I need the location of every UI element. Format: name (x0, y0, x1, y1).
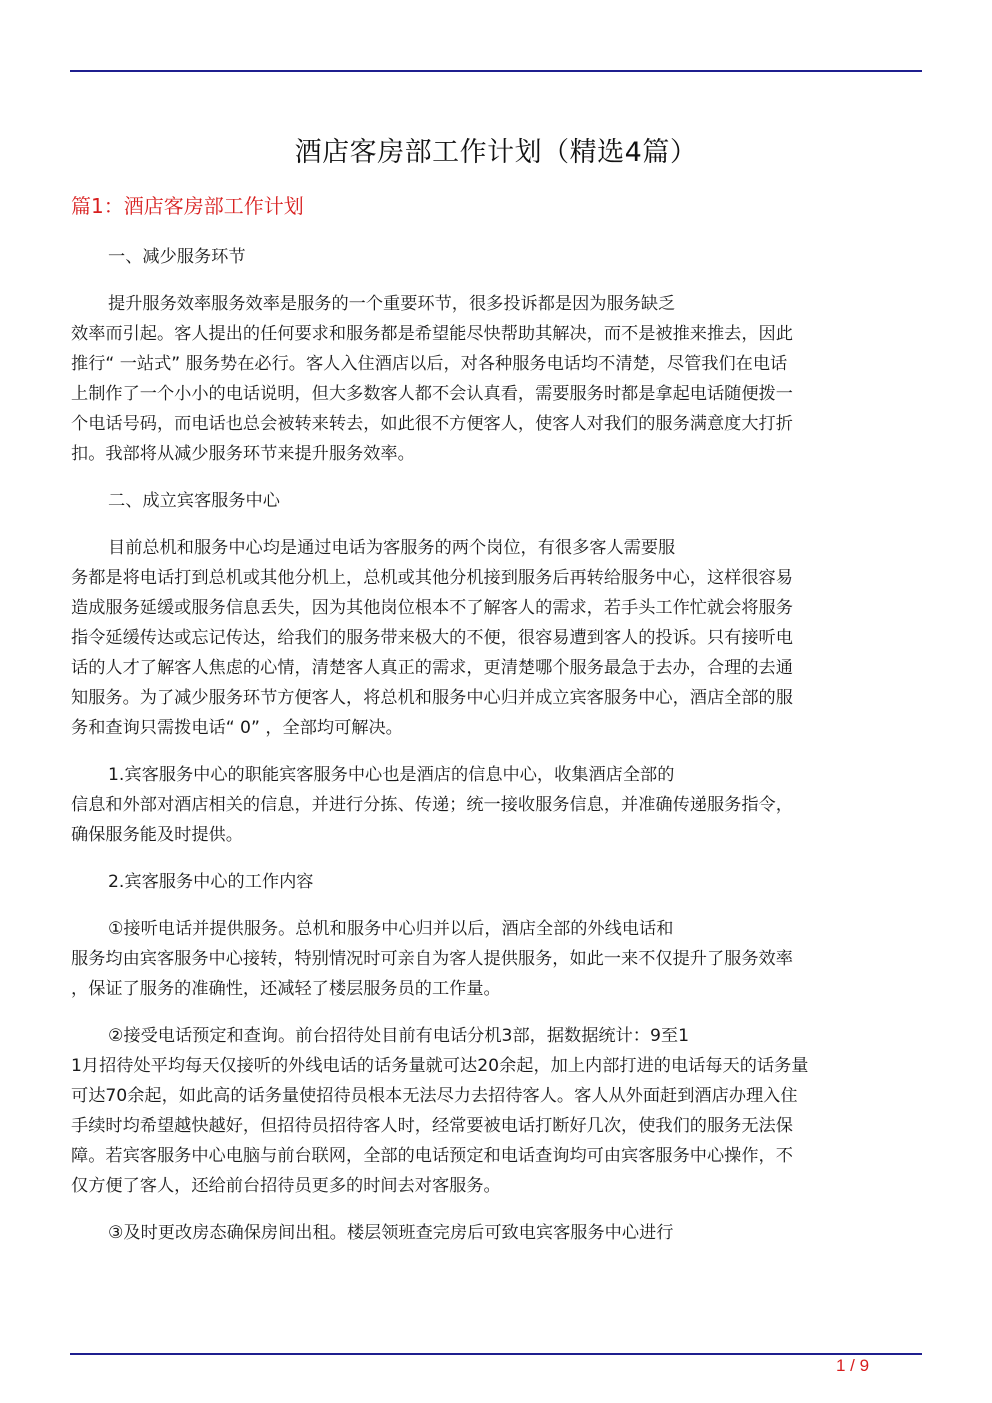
text-line: ②接受电话预定和查询。前台招待处目前有电话分机3部，据数据统计：9至1 (108, 1026, 690, 1046)
text-line: 话的人才了解客人焦虑的心情，清楚客人真正的需求，更清楚哪个服务最急于去办，合理的去通 (71, 658, 793, 678)
text-line: 提升服务效率服务效率是服务的一个重要环节，很多投诉都是因为服务缺乏 (108, 294, 676, 314)
text-line: 造成服务延缓或服务信息丢失，因为其他岗位根本不了解客人的需求，若手头工作忙就会将服务 (71, 598, 793, 618)
text-line: 二、成立宾客服务中心 (108, 491, 280, 511)
header-rule (70, 70, 922, 72)
text-line: 知服务。为了减少服务环节方便客人，将总机和服务中心归并成立宾客服务中心，酒店全部的服 (71, 688, 793, 708)
text-line: 务都是将电话打到总机或其他分机上，总机或其他分机接到服务后再转给服务中心，这样很容易 (71, 568, 793, 588)
text-line: 1月招待处平均每天仅接听的外线电话的话务量就可达20余起，加上内部打进的电话每天的话务量 (71, 1056, 809, 1076)
paragraph (71, 760, 921, 850)
text-line: 仅方便了客人，还给前台招待员更多的时间去对客服务。 (71, 1176, 501, 1196)
paragraph (71, 1021, 921, 1201)
text-line: 效率而引起。客人提出的任何要求和服务都是希望能尽快帮助其解决，而不是被推来推去，因此 (71, 324, 793, 344)
paragraph (71, 533, 921, 743)
text-line: 确保服务能及时提供。 (71, 825, 243, 845)
text-line: 信息和外部对酒店相关的信息，并进行分拣、传递；统一接收服务信息，并准确传递服务指令， (71, 795, 793, 815)
text-line: ，保证了服务的准确性，还减轻了楼层服务员的工作量。 (71, 979, 501, 999)
text-line: 服务均由宾客服务中心接转，特别情况时可亲自为客人提供服务，如此一来不仅提升了服务效率 (71, 949, 793, 969)
paragraph (71, 242, 921, 272)
paragraph (71, 867, 921, 897)
paragraph (71, 289, 921, 469)
document-body (71, 242, 921, 1265)
text-line: 上制作了一个小小的电话说明，但大多数客人都不会认真看，需要服务时都是拿起电话随便拨一 (71, 384, 793, 404)
text-line: 一、减少服务环节 (108, 247, 246, 267)
text-line: ③及时更改房态确保房间出租。楼层领班查完房后可致电宾客服务中心进行 (108, 1223, 674, 1243)
paragraph (71, 1218, 921, 1248)
text-line: 务和查询只需拨电话“ 0” ，全部均可解决。 (71, 718, 403, 738)
text-line: ①接听电话并提供服务。总机和服务中心归并以后，酒店全部的外线电话和 (108, 919, 674, 939)
text-line: 手续时均希望越快越好，但招待员招待客人时，经常要被电话打断好几次，使我们的服务无法保 (71, 1116, 793, 1136)
page-indicator: 1 / 9 (836, 1356, 870, 1375)
footer-rule (70, 1353, 922, 1355)
text-line: 个电话号码，而电话也总会被转来转去，如此很不方便客人，使客人对我们的服务满意度大打折 (71, 414, 793, 434)
paragraph (71, 486, 921, 516)
paragraph (71, 914, 921, 1004)
text-line: 2.宾客服务中心的工作内容 (108, 872, 314, 892)
text-line: 指令延缓传达或忘记传达，给我们的服务带来极大的不便，很容易遭到客人的投诉。只有接听电 (71, 628, 793, 648)
text-line: 1.宾客服务中心的职能宾客服务中心也是酒店的信息中心，收集酒店全部的 (108, 765, 675, 785)
document-title: 酒店客房部工作计划（精选4篇） (294, 137, 698, 168)
text-line: 障。若宾客服务中心电脑与前台联网，全部的电话预定和电话查询均可由宾客服务中心操作，不 (71, 1146, 793, 1166)
text-line: 可达70余起，如此高的话务量使招待员根本无法尽力去招待客人。客人从外面赶到酒店办理入住 (71, 1086, 798, 1106)
text-line: 目前总机和服务中心均是通过电话为客服务的两个岗位，有很多客人需要服 (108, 538, 676, 558)
section-title: 篇1：酒店客房部工作计划 (71, 194, 304, 218)
text-line: 推行“ 一站式” 服务势在必行。客人入住酒店以后，对各种服务电话均不清楚，尽管我们在电话 (71, 354, 788, 374)
text-line: 扣。我部将从减少服务环节来提升服务效率。 (71, 444, 415, 464)
